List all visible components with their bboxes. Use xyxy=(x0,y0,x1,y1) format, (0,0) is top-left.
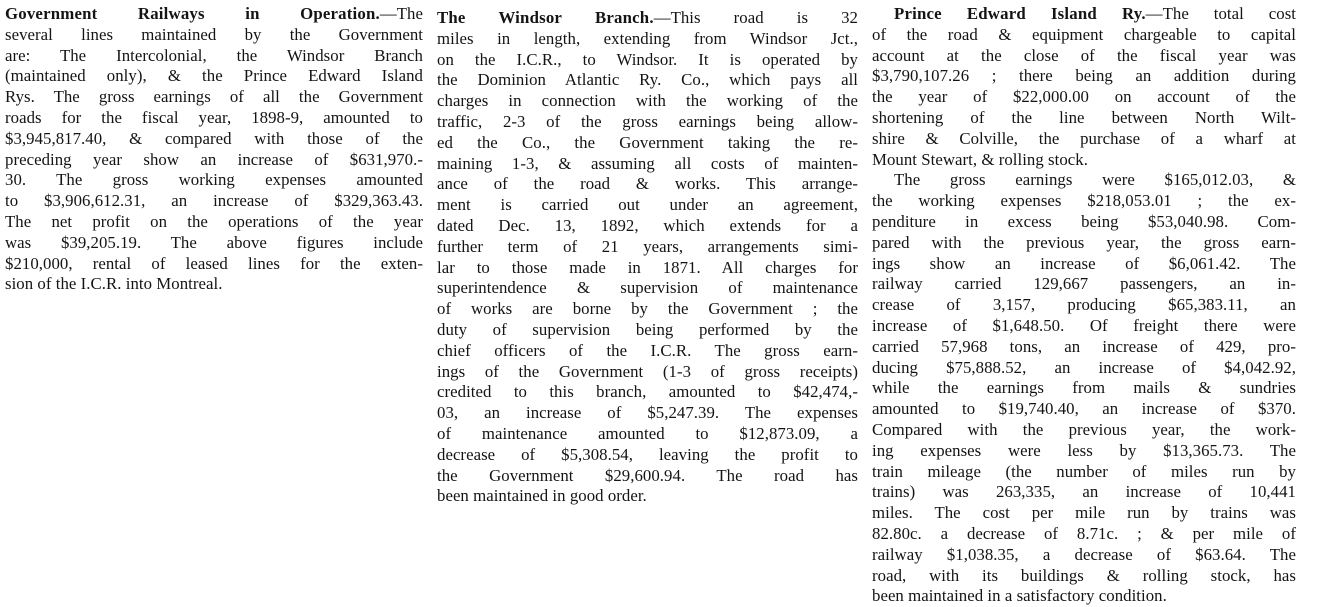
article-text-line: maining 1-3, & assuming all costs of mainten- xyxy=(437,153,858,173)
article-text-line: 30. The gross working expenses amounted xyxy=(5,170,423,190)
article-text-line: the Dominion Atlantic Ry. Co., which pays all xyxy=(437,70,858,90)
article-text-line: amounted to $19,740.40, an increase of $370. xyxy=(872,399,1296,419)
article-text-line: the year of $22,000.00 on account of the xyxy=(872,87,1296,107)
article-first-line xyxy=(5,4,423,25)
article-text-line: —The xyxy=(379,4,423,23)
article-text-line: ed the Co., the Government taking the re- xyxy=(437,132,858,152)
article-text-line: of the road & equipment chargeable to capital xyxy=(872,24,1296,44)
article-text-line: The net profit on the operations of the year xyxy=(5,211,423,231)
article-text-line: duty of supervision being performed by the xyxy=(437,319,858,339)
article-text-line: 03, an increase of $5,247.39. The expenses xyxy=(437,403,858,423)
article-text-line: on the I.C.R., to Windsor. It is operated by xyxy=(437,49,858,69)
article-text-line: preceding year show an increase of $631,970.- xyxy=(5,149,423,169)
article-text-line: ings of the Government (1-3 of gross receipts) xyxy=(437,361,858,381)
article-text-line: $3,945,817.40, & compared with those of the xyxy=(5,128,423,148)
article-text-line: Mount Stewart, & rolling stock. xyxy=(872,149,1088,169)
article-text-line: credited to this branch, amounted to $42,474,- xyxy=(437,382,858,402)
article-text-line: was $39,205.19. The above figures include xyxy=(5,232,423,252)
article-windsor-branch xyxy=(437,4,858,507)
article-text-line: to $3,906,612.31, an increase of $329,363.43. xyxy=(5,191,423,211)
article-text-line: been maintained in good order. xyxy=(437,486,647,506)
article-text-line: ducing $75,888.52, an increase of $4,042.92, xyxy=(872,357,1296,377)
article-text-line: are: The Intercolonial, the Windsor Branch xyxy=(5,45,423,65)
article-text-line: increase of $1,648.50. Of freight there were xyxy=(872,315,1296,335)
article-text-line: sion of the I.C.R. into Montreal. xyxy=(5,274,223,294)
article-text-line: of maintenance amounted to $12,873.09, a xyxy=(437,423,858,443)
article-text-line: Compared with the previous year, the work- xyxy=(872,419,1296,439)
article-text-line: penditure in excess being $53,040.98. Com- xyxy=(872,211,1296,231)
article-text-line: shortening of the line between North Wilt- xyxy=(872,107,1296,127)
article-text-line: trains) was 263,335, an increase of 10,441 xyxy=(872,482,1296,502)
article-text-line: ings show an increase of $6,061.42. The xyxy=(872,253,1296,273)
article-text-line: railway $1,038.35, a decrease of $63.64. The xyxy=(872,544,1296,564)
article-text-line: lar to those made in 1871. All charges for xyxy=(437,257,858,277)
article-text-line: The gross earnings were $165,012.03, & xyxy=(894,170,1296,190)
article-heading: Government Railways in Operation. xyxy=(5,4,380,23)
article-heading: The Windsor Branch. xyxy=(437,8,654,27)
article-text-line: crease of 3,157, producing $65,383.11, an xyxy=(872,295,1296,315)
article-text-line: while the earnings from mails & sundries xyxy=(872,378,1296,398)
article-text-line: —This road is 32 xyxy=(653,8,859,27)
article-text-line: miles in length, extending from Windsor Jct., xyxy=(437,28,858,48)
article-text-line: chief officers of the I.C.R. The gross earn- xyxy=(437,340,858,360)
article-text-line: ing expenses were less by $13,365.73. The xyxy=(872,440,1296,460)
article-text-line: road, with its buildings & rolling stock, has xyxy=(872,565,1296,585)
article-heading: Prince Edward Island Ry. xyxy=(894,4,1146,23)
article-text-line: account at the close of the fiscal year was xyxy=(872,45,1296,65)
article-text-line: ance of the road & works. This arrange- xyxy=(437,174,858,194)
article-text-line: 82.80c. a decrease of 8.71c. ; & per mile of xyxy=(872,523,1296,543)
article-text-line: dated Dec. 13, 1892, which extends for a xyxy=(437,215,858,235)
article-text-line: train mileage (the number of miles run by xyxy=(872,461,1296,481)
article-text-line: traffic, 2-3 of the gross earnings being allow- xyxy=(437,111,858,131)
article-text-line: superintendence & supervision of maintenance xyxy=(437,278,858,298)
article-first-line xyxy=(872,4,1296,25)
article-text-line: further term of 21 years, arrangements simi- xyxy=(437,236,858,256)
article-text-line: charges in connection with the working of the xyxy=(437,91,858,111)
article-text-line: several lines maintained by the Government xyxy=(5,24,423,44)
article-text-line: $3,790,107.26 ; there being an addition during xyxy=(872,66,1296,86)
article-text-line: ment is carried out under an agreement, xyxy=(437,195,858,215)
article-text-line: railway carried 129,667 passengers, an in- xyxy=(872,274,1296,294)
article-government-railways xyxy=(5,4,423,295)
article-text-line: miles. The cost per mile run by trains was xyxy=(872,503,1296,523)
article-text-line: roads for the fiscal year, 1898-9, amounted to xyxy=(5,107,423,127)
article-text-line: been maintained in a satisfactory condition. xyxy=(872,586,1167,606)
article-text-line: decrease of $5,308.54, leaving the profit to xyxy=(437,444,858,464)
article-text-line: pared with the previous year, the gross earn- xyxy=(872,232,1296,252)
article-text-line: carried 57,968 tons, an increase of 429, pro- xyxy=(872,336,1296,356)
article-text-line: (maintained only), & the Prince Edward Island xyxy=(5,66,423,86)
article-text-line: of works are borne by the Government ; the xyxy=(437,299,858,319)
article-first-line xyxy=(437,8,858,29)
article-text-line: Rys. The gross earnings of all the Government xyxy=(5,87,423,107)
article-text-line: shire & Colville, the purchase of a wharf at xyxy=(872,128,1296,148)
article-prince-edward-island xyxy=(872,4,1296,607)
article-text-line: the working expenses $218,053.01 ; the ex- xyxy=(872,191,1296,211)
article-text-line: —The total cost xyxy=(1145,4,1296,23)
article-text-line: $210,000, rental of leased lines for the exten- xyxy=(5,253,423,273)
article-text-line: the Government $29,600.94. The road has xyxy=(437,465,858,485)
